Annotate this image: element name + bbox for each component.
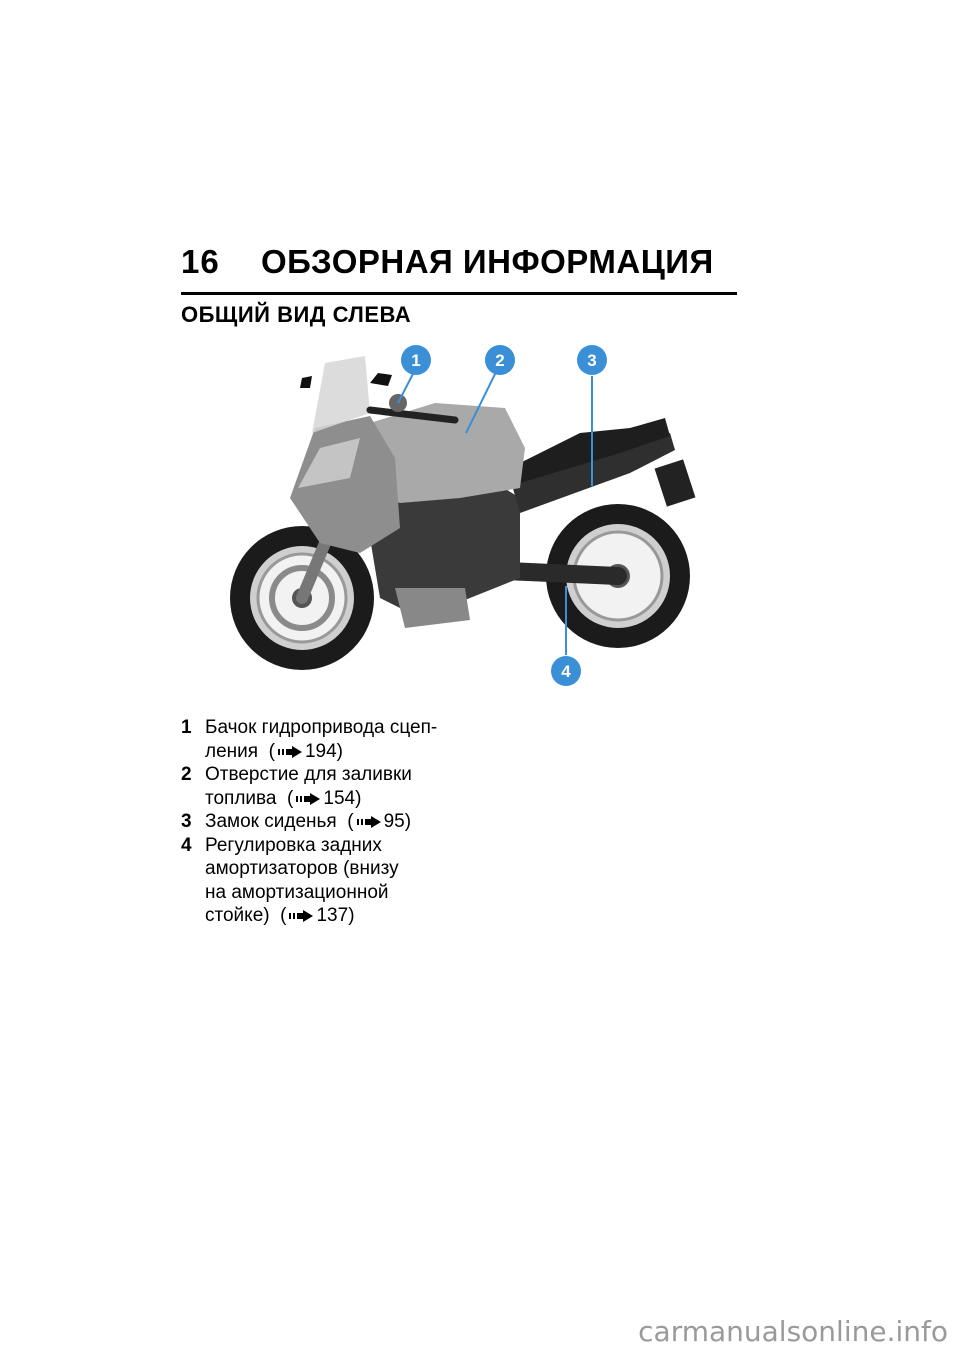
legend-text-line: амортизаторов (внизу [205,858,399,879]
legend-item [181,834,481,928]
legend-number: 1 [181,717,192,738]
page-reference-number[interactable]: 194 [304,740,337,762]
page-number: 16 [181,243,220,280]
section-title: ОБЩИЙ ВИД СЛЕВА [181,302,412,327]
chapter-title: ОБЗОРНАЯ ИНФОРМАЦИЯ [261,243,714,280]
legend-reference-line: Замок сиденья ( 95) [205,811,412,832]
legend-number: 4 [181,834,192,856]
legend-text-line: Замок сиденья [205,811,337,832]
legend-reference-line: ления ( 194) [205,740,343,762]
legend-text-line: Бачок гидропривода сцеп- [205,717,438,738]
callout-2-label: 2 [495,351,505,370]
callout-1 [398,345,431,403]
legend-number: 3 [181,811,192,832]
motorcycle-left-view-illustration [220,338,730,698]
legend-reference-line: топлива ( 154) [205,787,362,809]
legend-text-line: Регулировка задних [205,834,382,856]
legend-text-line: стойке) [205,905,270,926]
legend-item [181,810,481,834]
page-reference-number[interactable]: 137 [316,905,349,926]
page-reference-arrow-icon [278,746,302,758]
legend-item [181,716,481,763]
legend-reference-line: стойке) ( 137) [205,905,355,926]
right-mirror [370,373,392,386]
legend-list [181,716,481,928]
watermark: carmanualsonline.info [638,1315,948,1348]
legend-number: 2 [181,764,192,785]
legend-item [181,763,481,810]
legend-text-line: топлива [205,787,277,809]
page-reference-number[interactable]: 95 [383,811,405,832]
page-reference-arrow-icon [357,816,381,828]
legend-text-line: ления [205,740,259,762]
page-reference-arrow-icon [289,910,313,922]
callout-3-label: 3 [587,351,597,370]
page-reference-arrow-icon [296,793,320,805]
license-plate-holder [655,459,696,506]
callout-4-label: 4 [561,662,571,681]
left-mirror [300,376,312,388]
legend-text-line: Отверстие для заливки [205,764,412,785]
header-rule [181,292,737,295]
callout-1-label: 1 [411,351,421,370]
page-reference-number[interactable]: 154 [323,787,356,809]
exhaust [395,588,470,628]
legend-text-line: на амортизационной [205,881,389,903]
